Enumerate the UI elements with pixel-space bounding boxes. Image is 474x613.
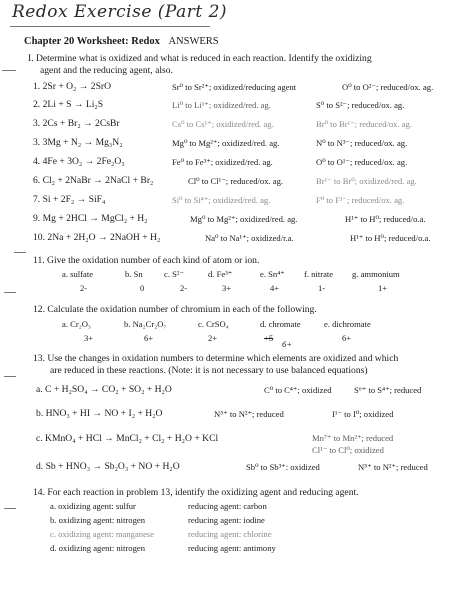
answer-a: Si⁰ to Si⁴⁺; oxidized/red. ag.: [172, 195, 271, 205]
item: b. Sn: [125, 269, 143, 279]
item: b. Na₂Cr₂O₇: [124, 319, 167, 329]
item: d. chromate: [260, 319, 301, 329]
answer: 4+: [270, 283, 280, 293]
item: c. CrSO₄: [198, 319, 229, 329]
answer-b: N⁰ to N³⁻; reduced/ox. ag.: [316, 138, 408, 148]
answer: 6+: [144, 333, 154, 343]
answer-a: Na⁰ to Na¹⁺; oxidized/r.a.: [205, 233, 294, 243]
oxidizing-agent: c. oxidizing agent: manganese: [50, 529, 155, 539]
answer: 3+: [222, 283, 232, 293]
equation: 7. Si + 2F₂ → SiF₄: [33, 194, 106, 205]
answer-a: Mg⁰ to Mg²⁺; oxidized/red. ag.: [190, 214, 298, 224]
answer: 2+: [208, 333, 218, 343]
answer-b: Br⁰ to Br¹⁻; reduced/ox. ag.: [316, 119, 412, 129]
q1-prompt-line1: I. Determine what is oxidized and what is reduced in each reaction. Identify the oxidizing: [28, 53, 372, 64]
chapter-title: Chapter 20 Worksheet: Redox: [24, 36, 160, 47]
oxidizing-agent: d. oxidizing agent: nitrogen: [50, 543, 145, 553]
answer-a: Li⁰ to Li¹⁺; oxidized/red. ag.: [172, 100, 271, 110]
reducing-agent: reducing agent: antimony: [188, 543, 276, 553]
worksheet-header: [24, 37, 219, 48]
answer-a: Mg⁰ to Mg²⁺; oxidized/red. ag.: [172, 138, 280, 148]
answer: 0: [140, 283, 145, 293]
oxidizing-agent: b. oxidizing agent: nitrogen: [50, 515, 145, 525]
answer-b: O⁰ to O²⁻; reduced/ox. ag.: [342, 82, 434, 92]
equation: 6. Cl₂ + 2NaBr → 2NaCl + Br₂: [33, 175, 154, 186]
answer-a: C⁰ to C⁴⁺; oxidized: [264, 385, 332, 395]
equation: 4. 4Fe + 3O₂ → 2Fe₂O₃: [33, 156, 125, 167]
answer-a: Sb⁰ to Sb³⁺: oxidized: [246, 462, 320, 472]
answer: 1-: [318, 283, 326, 293]
answers-label: ANSWERS: [168, 36, 219, 47]
reducing-agent: reducing agent: carbon: [188, 501, 267, 511]
answer-b: F⁰ to F¹⁻; reduced/ox. ag.: [316, 195, 405, 205]
item: e. dichromate: [324, 319, 371, 329]
answer-b: S⁶⁺ to S⁴⁺; reduced: [354, 385, 422, 395]
q13-prompt-line2: are reduced in these reactions. (Note: it is not necessary to use balanced equations): [50, 365, 368, 376]
answer-b: I¹⁻ to I⁰; oxidized: [332, 409, 394, 419]
answer-a: Cl⁰ to Cl¹⁻; reduced/ox. ag.: [188, 176, 284, 186]
reducing-agent: reducing agent: chlorine: [188, 529, 272, 539]
hand-dash: [14, 252, 26, 253]
equation: 9. Mg + 2HCl → MgCl₂ + H₂: [33, 213, 148, 224]
handwritten-title: Redox Exercise (Part 2): [12, 2, 228, 22]
answer: 3+: [84, 333, 94, 343]
margin-tick: [4, 292, 16, 293]
answer-a: Cs⁰ to Cs¹⁺; oxidized/red. ag.: [172, 119, 274, 129]
q1-prompt-line2: agent and the reducing agent, also.: [40, 65, 173, 76]
item: f. nitrate: [304, 269, 334, 279]
answer-b: N⁵⁺ to N²⁺; reduced: [358, 462, 428, 472]
title-underline: [10, 26, 210, 27]
equation: 10. 2Na + 2H₂O → 2NaOH + H₂: [33, 232, 161, 243]
equation: c. KMnO₄ + HCl → MnCl₂ + Cl₂ + H₂O + KCl: [36, 433, 219, 444]
equation: 1. 2Sr + O₂ → 2SrO: [33, 81, 112, 92]
equation: a. C + H₂SO₄ → CO₂ + SO₂ + H₂O: [36, 384, 172, 395]
answer-b: Cl¹⁻ to Cl⁰; oxidized: [312, 445, 384, 455]
answer-a: Fe⁰ to Fe³⁺; oxidized/red. ag.: [172, 157, 273, 167]
answer-b: H¹⁺ to H⁰; reduced/o.a.: [350, 233, 431, 243]
handwritten-answer: 6+: [282, 339, 293, 349]
equation: 3. 2Cs + Br₂ → 2CsBr: [33, 118, 120, 129]
answer-b: S⁰ to S²⁻; reduced/ox. ag.: [316, 100, 405, 110]
equation: 3. 3Mg + N₂ → Mg₃N₂: [33, 137, 123, 148]
margin-tick: [2, 70, 16, 71]
q12-prompt: 12. Calculate the oxidation number of chromium in each of the following.: [33, 304, 317, 315]
item: c. S²⁻: [164, 269, 185, 279]
item: d. Fe³⁺: [208, 269, 233, 279]
oxidizing-agent: a. oxidizing agent: sulfur: [50, 501, 136, 511]
item: a. sulfate: [62, 269, 94, 279]
answer-a: N⁵⁺ to N²⁺; reduced: [214, 409, 284, 419]
answer: 2-: [80, 283, 88, 293]
q13-prompt-line1: 13. Use the changes in oxidation numbers to determine which elements are oxidized and which: [33, 353, 399, 364]
item: e. Sn⁴⁺: [260, 269, 285, 279]
answer-b: O⁰ to O¹⁻; reduced/ox. ag.: [316, 157, 408, 167]
answer-a: Sr⁰ to Sr²⁺; oxidized/reducing agent: [172, 82, 297, 92]
answer-b: H¹⁺ to H⁰; reduced/o.a.: [345, 214, 426, 224]
answer: 2-: [180, 283, 188, 293]
margin-tick: [4, 376, 16, 377]
crossed-answer: +5: [264, 333, 274, 343]
margin-tick: [4, 508, 16, 509]
equation: b. HNO₃ + HI → NO + I₂ + H₂O: [36, 408, 163, 419]
answer-a: Mn⁷⁺ to Mn²⁺; reduced: [312, 433, 394, 443]
answer: 6+: [342, 333, 352, 343]
q11-prompt: 11. Give the oxidation number of each kind of atom or ion.: [33, 255, 260, 266]
reducing-agent: reducing agent: iodine: [188, 515, 265, 525]
item: a. Cr₂O₃: [62, 319, 91, 329]
equation: 2. 2Li + S → Li₂S: [33, 99, 104, 110]
equation: d. Sb + HNO₃ → Sb₂O₃ + NO + H₂O: [36, 461, 180, 472]
item: g. ammonium: [352, 269, 400, 279]
answer: 1+: [378, 283, 388, 293]
q14-prompt: 14. For each reaction in problem 13, identify the oxidizing agent and reducing agent.: [33, 487, 359, 498]
answer-b: Br¹⁻ to Br⁰; oxidized/red. ag.: [316, 176, 417, 186]
